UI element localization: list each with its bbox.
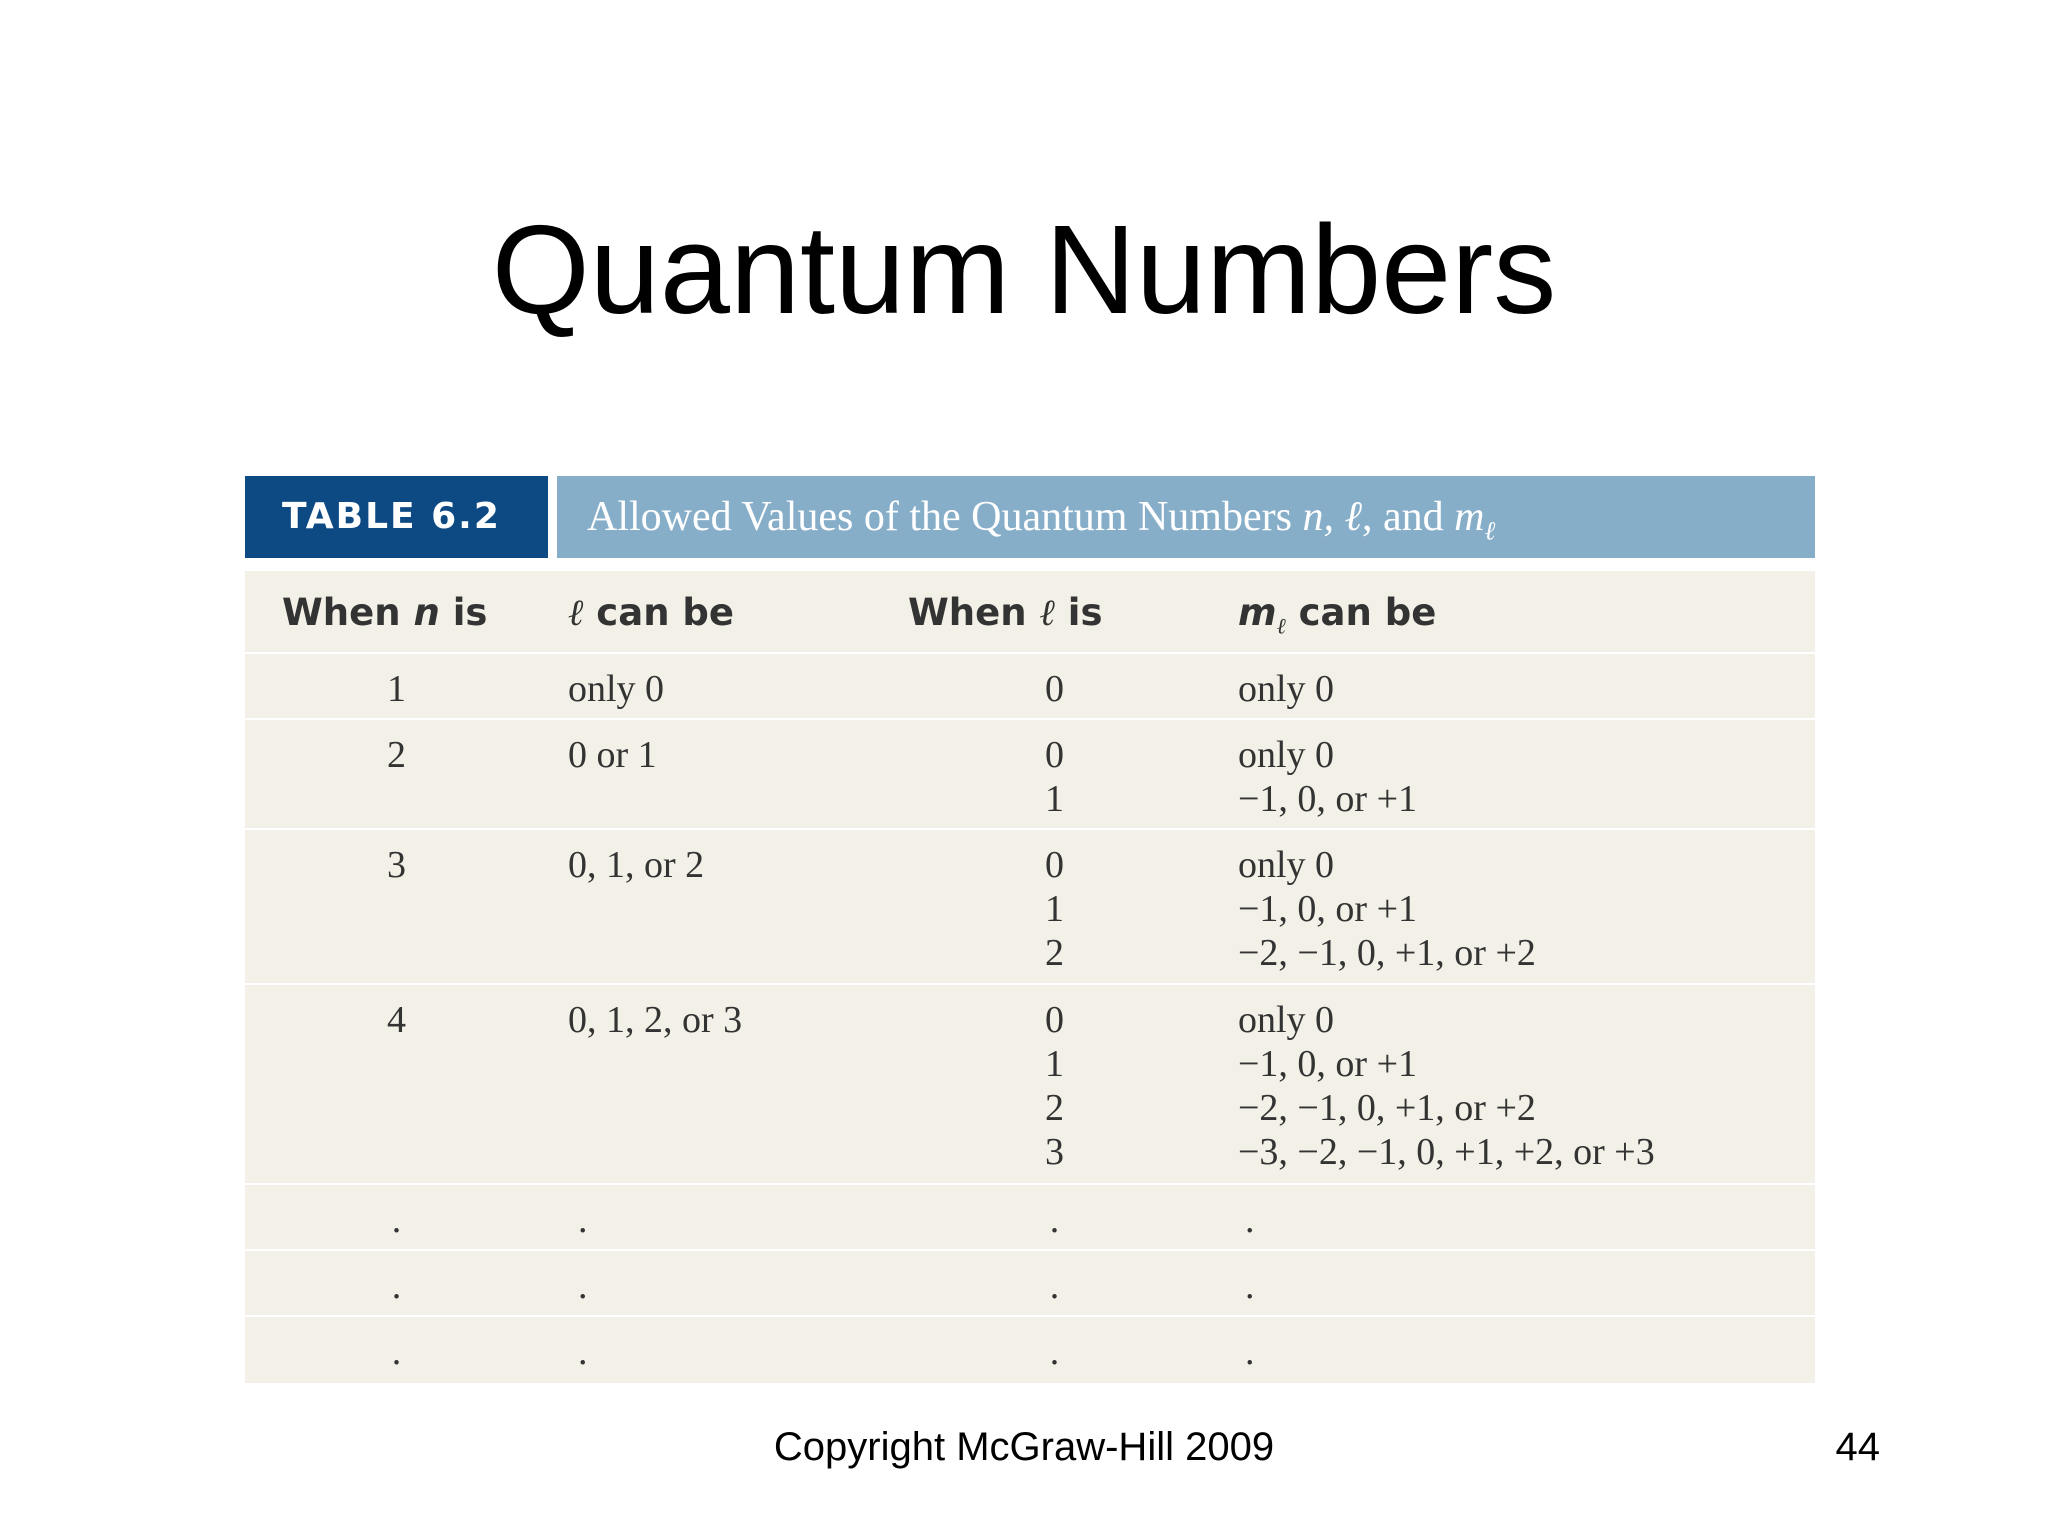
ellipsis-dot: .: [578, 1199, 588, 1241]
caption-n-symbol: n,: [1302, 494, 1334, 540]
ellipsis-dot: .: [391, 1199, 402, 1241]
ml-value: −2, −1, 0, +1, or +2: [1238, 932, 1536, 974]
cell-l-values: only 0: [568, 668, 665, 710]
header-text: is: [439, 591, 488, 634]
ml-value: −1, 0, or +1: [1238, 888, 1418, 930]
ellipsis-dot: .: [1049, 1331, 1060, 1373]
table-body: [245, 571, 1815, 1383]
ml-value: −3, −2, −1, 0, +1, +2, or +3: [1238, 1131, 1655, 1173]
slide-title: Quantum Numbers: [491, 199, 1557, 340]
ml-value: −2, −1, 0, +1, or +2: [1238, 1087, 1536, 1129]
table-caption-row: [245, 476, 1815, 558]
cell-n: 4: [387, 999, 406, 1041]
cell-when-l: [888, 654, 1225, 718]
header-when-l: [888, 571, 1225, 652]
ellipsis-dot: .: [1245, 1199, 1255, 1241]
header-text: is: [1054, 591, 1103, 634]
cell-when-l: [888, 720, 1225, 828]
ellipsis-dot: .: [391, 1265, 402, 1307]
header-m-subscript: ℓ: [1276, 613, 1286, 639]
ellipsis-dot: .: [1049, 1265, 1060, 1307]
cell-n: 3: [387, 844, 406, 886]
cell-ml-values: [1225, 830, 1815, 983]
table-row: [245, 830, 1815, 985]
when-l-value: 0: [1045, 999, 1064, 1041]
when-l-value: 0: [1045, 844, 1064, 886]
when-l-value: 0: [1045, 734, 1064, 776]
cell-ml-values: [1225, 654, 1815, 718]
ml-value: −1, 0, or +1: [1238, 778, 1418, 820]
header-n-symbol: n: [413, 591, 440, 634]
cell-ml-values: [1225, 985, 1815, 1183]
header-l-can-be: [548, 571, 888, 652]
cell-when-l: [888, 830, 1225, 983]
when-l-value: 0: [1045, 668, 1064, 710]
cell-ml-values: [1225, 720, 1815, 828]
ml-value: only 0: [1238, 734, 1335, 776]
header-when-n: [245, 571, 548, 652]
header-text: can be: [583, 591, 735, 634]
when-l-value: 3: [1045, 1131, 1064, 1173]
caption-l-symbol: ℓ: [1344, 494, 1362, 540]
copyright-footer: Copyright McGraw-Hill 2009: [773, 1425, 1275, 1469]
header-ml-can-be: [1225, 571, 1815, 652]
header-l-symbol: ℓ: [568, 593, 584, 634]
caption-and: , and: [1361, 494, 1455, 540]
table-row: [245, 720, 1815, 830]
ml-value: only 0: [1238, 844, 1335, 886]
ellipsis-dot: .: [1245, 1331, 1255, 1373]
header-text: When: [908, 591, 1040, 634]
ellipsis-dot: .: [1245, 1265, 1255, 1307]
ml-value: only 0: [1238, 999, 1335, 1041]
page-number: 44: [1835, 1425, 1880, 1469]
caption-divider: [548, 476, 557, 558]
quantum-numbers-table: [245, 476, 1815, 1383]
cell-n: 2: [387, 734, 406, 776]
header-l-symbol: ℓ: [1039, 593, 1055, 634]
ellipsis-dot: .: [578, 1331, 588, 1373]
ellipsis-dot: .: [391, 1331, 402, 1373]
ellipsis-dot: .: [1049, 1199, 1060, 1241]
cell-l-values: 0, 1, or 2: [568, 844, 705, 886]
cell-when-l: [888, 985, 1225, 1183]
when-l-value: 2: [1045, 1087, 1064, 1129]
header-text: can be: [1285, 591, 1437, 634]
table-caption: [557, 476, 1815, 558]
caption-m-symbol: m: [1454, 494, 1485, 540]
table-row: [245, 985, 1815, 1185]
header-text: When: [282, 591, 414, 634]
ellipsis-dot: .: [578, 1265, 588, 1307]
table-label: TABLE 6.2: [245, 476, 548, 558]
ellipsis-row: [245, 1317, 1815, 1383]
caption-text: Allowed Values of the Quantum Numbers: [587, 494, 1303, 540]
cell-l-values: 0 or 1: [568, 734, 657, 776]
ml-value: only 0: [1238, 668, 1335, 710]
caption-m-subscript: ℓ: [1484, 516, 1496, 546]
when-l-value: 1: [1045, 888, 1064, 930]
header-m-symbol: m: [1238, 591, 1277, 634]
when-l-value: 1: [1045, 1043, 1064, 1085]
cell-n: 1: [387, 668, 406, 710]
when-l-value: 2: [1045, 932, 1064, 974]
ml-value: −1, 0, or +1: [1238, 1043, 1418, 1085]
ellipsis-row: [245, 1185, 1815, 1251]
table-header-row: [245, 571, 1815, 654]
cell-l-values: 0, 1, 2, or 3: [568, 999, 743, 1041]
when-l-value: 1: [1045, 778, 1064, 820]
table-row: [245, 654, 1815, 720]
ellipsis-row: [245, 1251, 1815, 1317]
